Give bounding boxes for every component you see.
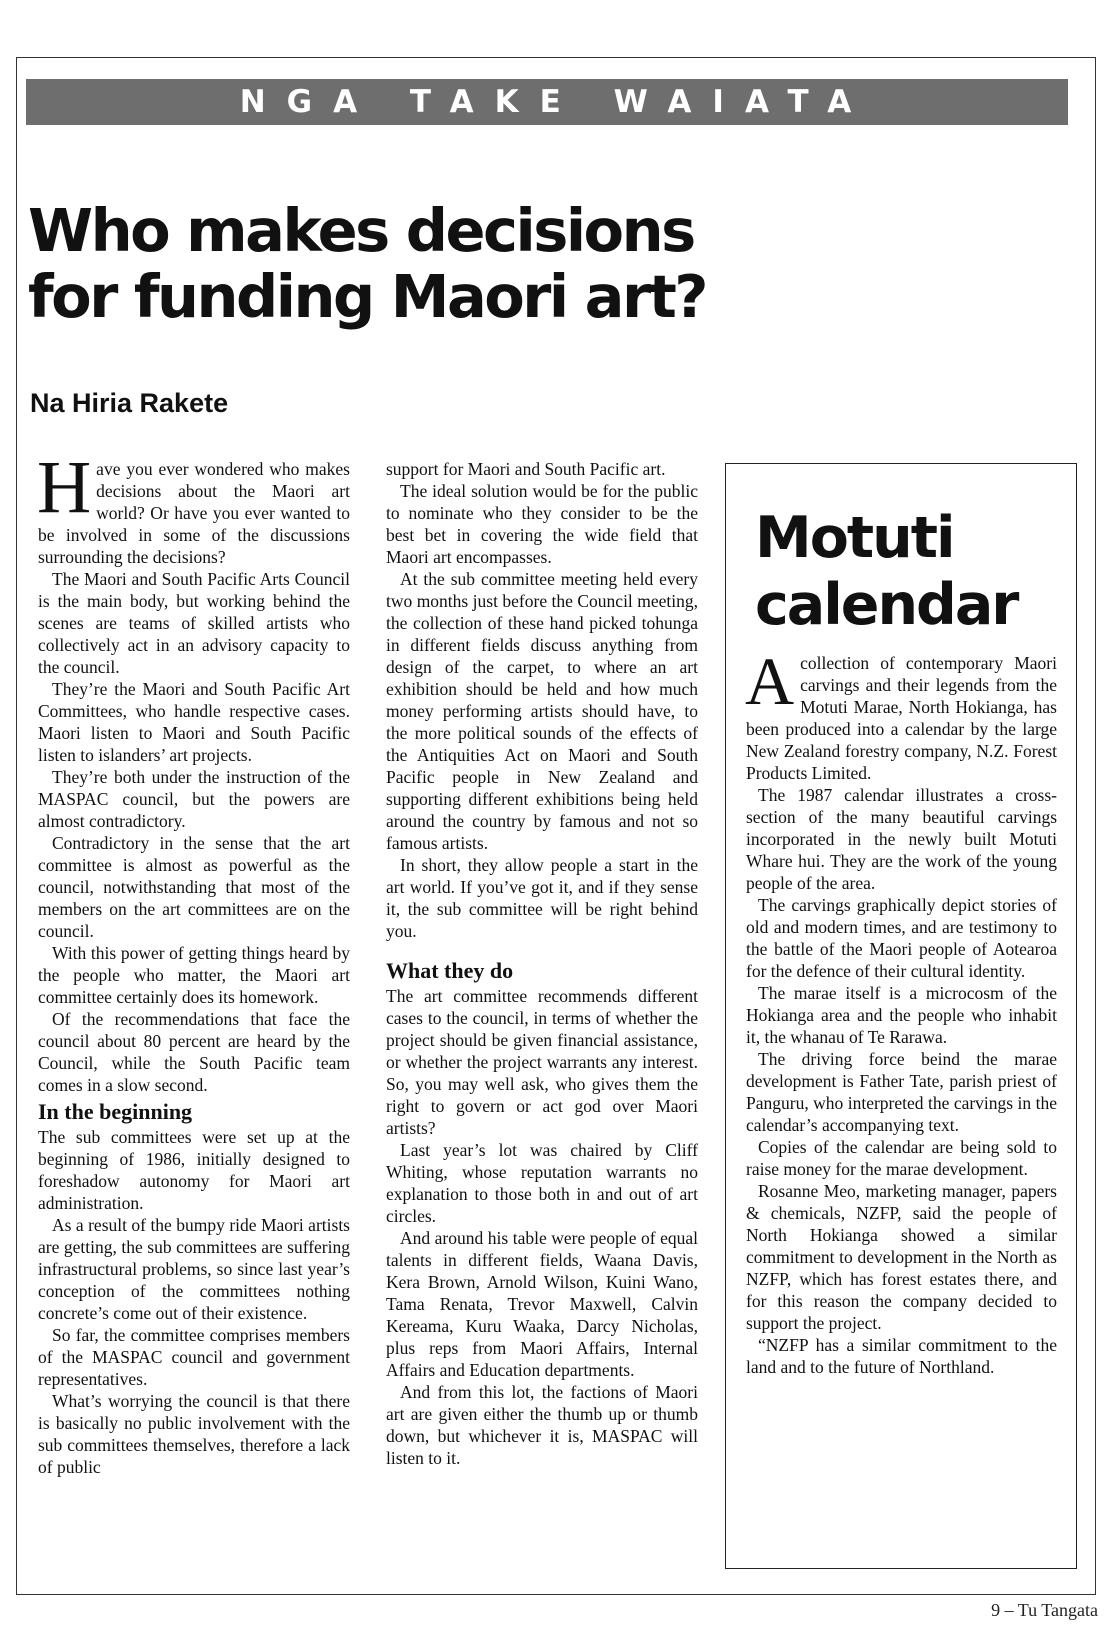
- article-paragraph: So far, the committee comprises members of the MASPAC council and government representatives.: [38, 1325, 350, 1389]
- article-paragraph: At the sub committee meeting held every two months just before the Council meeting, the collection of these hand picked tohunga in different fields discuss anything from design of the carpet, to where an art exhibition should be held and how much money performing artists should have, to the more political sounds of the effects of the Antiquities Act on Maori and South Pacific people in New Zealand and supporting different exhibitions being held around the country by famous and not so famous artists.: [386, 569, 698, 853]
- section-banner: NGA TAKE WAIATA: [26, 79, 1068, 125]
- article-paragraph: Last year’s lot was chaired by Cliff Whiting, whose reputation warrants no explanation to those both in and out of art circles.: [386, 1140, 698, 1226]
- article-paragraph: The sub committees were set up at the beginning of 1986, initially designed to foreshadow autonomy for Maori art administration.: [38, 1127, 350, 1213]
- article-paragraph: The art committee recommends different cases to the council, in terms of whether the project should be given financial assistance, or whether the project warrants any interest. So, you may well ask, who gives them the right to govern or act god over Maori artists?: [386, 986, 698, 1138]
- article-paragraph: And around his table were people of equal talents in different fields, Waana Davis, Kera Brown, Arnold Wilson, Kuini Wano, Tama Renata, Trevor Maxwell, Calvin Kereama, Kuru Waaka, Darcy Nicholas, plus reps from Maori Affairs, Internal Affairs and Education departments.: [386, 1228, 698, 1380]
- headline: [28, 198, 1028, 330]
- article-paragraph: Contradictory in the sense that the art committee is almost as powerful as the council, notwithstanding that most of the members on the art committees are on the council.: [38, 833, 350, 941]
- headline-line-2: for funding Maori art?: [28, 262, 707, 331]
- sidebar-paragraph: The carvings graphically depict stories of old and modern times, and are testimony to the battle of the Maori people of Aotearoa for the defence of their cultural identity.: [746, 895, 1057, 981]
- drop-cap: A: [745, 643, 795, 719]
- sidebar-title-line-1: Motuti: [755, 505, 954, 571]
- sidebar-paragraph: Rosanne Meo, marketing manager, papers & chemicals, NZFP, said the people of North Hokianga showed a similar commitment to development in the North as NZFP, which has forest estates there, and for this reason the company decided to support the project.: [746, 1181, 1057, 1333]
- article-paragraph: As a result of the bumpy ride Maori artists are getting, the sub committees are suffering infrastructural problems, so since last year’s conception of the committees nothing concrete’s come out of their existence.: [38, 1215, 350, 1323]
- article-paragraph: With this power of getting things heard by the people who matter, the Maori art committee certainly does its homework.: [38, 943, 350, 1007]
- headline-line-1: Who makes decisions: [28, 196, 694, 265]
- subheading-what-they-do: What they do: [386, 958, 514, 983]
- article-paragraph: They’re both under the instruction of the MASPAC council, but the powers are almost contradictory.: [38, 767, 350, 831]
- sidebar-text: [745, 643, 1057, 1378]
- article-paragraph: What’s worrying the council is that there is basically no public involvement with the sub committees themselves, therefore a lack of public: [38, 1391, 350, 1477]
- article-column-1: [37, 446, 350, 1478]
- article-paragraph: In short, they allow people a start in the art world. If you’ve got it, and if they sense it, the sub committee will be right behind you.: [386, 855, 698, 941]
- article-paragraph: support for Maori and South Pacific art.: [386, 459, 666, 479]
- drop-cap: H: [37, 446, 92, 529]
- article-paragraph: They’re the Maori and South Pacific Art Committees, who handle respective cases. Maori listen to Maori and South Pacific listen to islanders’ art projects.: [38, 679, 350, 765]
- sidebar-title: [755, 505, 1075, 639]
- subheading-beginning: In the beginning: [38, 1099, 193, 1124]
- sidebar-title-line-2: calendar: [755, 572, 1018, 638]
- sidebar-paragraph: The 1987 calendar illustrates a cross-section of the many beautiful carvings incorporated in the newly built Motuti Whare hui. They are the work of the young people of the area.: [746, 785, 1057, 893]
- article-paragraph: Of the recommendations that face the council about 80 percent are heard by the Council, while the South Pacific team comes in a slow second.: [38, 1009, 350, 1095]
- page-footer: 9 – Tu Tangata: [991, 1600, 1098, 1620]
- article-paragraph: Have you ever wondered who makes decisions about the Maori art world? Or have you ever wanted to be involved in some of the discussions surrounding the decisions?: [37, 446, 350, 567]
- byline: Na Hiria Rakete: [30, 388, 229, 418]
- sidebar-paragraph: Copies of the calendar are being sold to raise money for the marae development.: [746, 1137, 1057, 1179]
- article-paragraph: The ideal solution would be for the public to nominate who they consider to be the best bet in covering the wide field that Maori art encompasses.: [386, 481, 698, 567]
- sidebar-paragraph: “NZFP has a similar commitment to the land and to the future of Northland.: [746, 1335, 1057, 1377]
- article-column-2: [386, 458, 698, 1469]
- article-paragraph: The Maori and South Pacific Arts Council is the main body, but working behind the scenes are teams of skilled artists who collectively act in an advisory capacity to the council.: [38, 569, 350, 677]
- sidebar-paragraph: The driving force beind the marae development is Father Tate, parish priest of Panguru, who interpreted the carvings in the calendar’s accompanying text.: [746, 1049, 1057, 1135]
- article-paragraph: And from this lot, the factions of Maori art are given either the thumb up or thumb down, but whichever it is, MASPAC will listen to it.: [386, 1382, 698, 1468]
- sidebar-paragraph: The marae itself is a microcosm of the Hokianga area and the people who inhabit it, the whanau of Te Rarawa.: [746, 983, 1057, 1047]
- sidebar-paragraph: Acollection of contemporary Maori carvings and their legends from the Motuti Marae, North Hokianga, has been produced into a calendar by the large New Zealand forestry company, N.Z. Forest Products Limited.: [745, 643, 1057, 783]
